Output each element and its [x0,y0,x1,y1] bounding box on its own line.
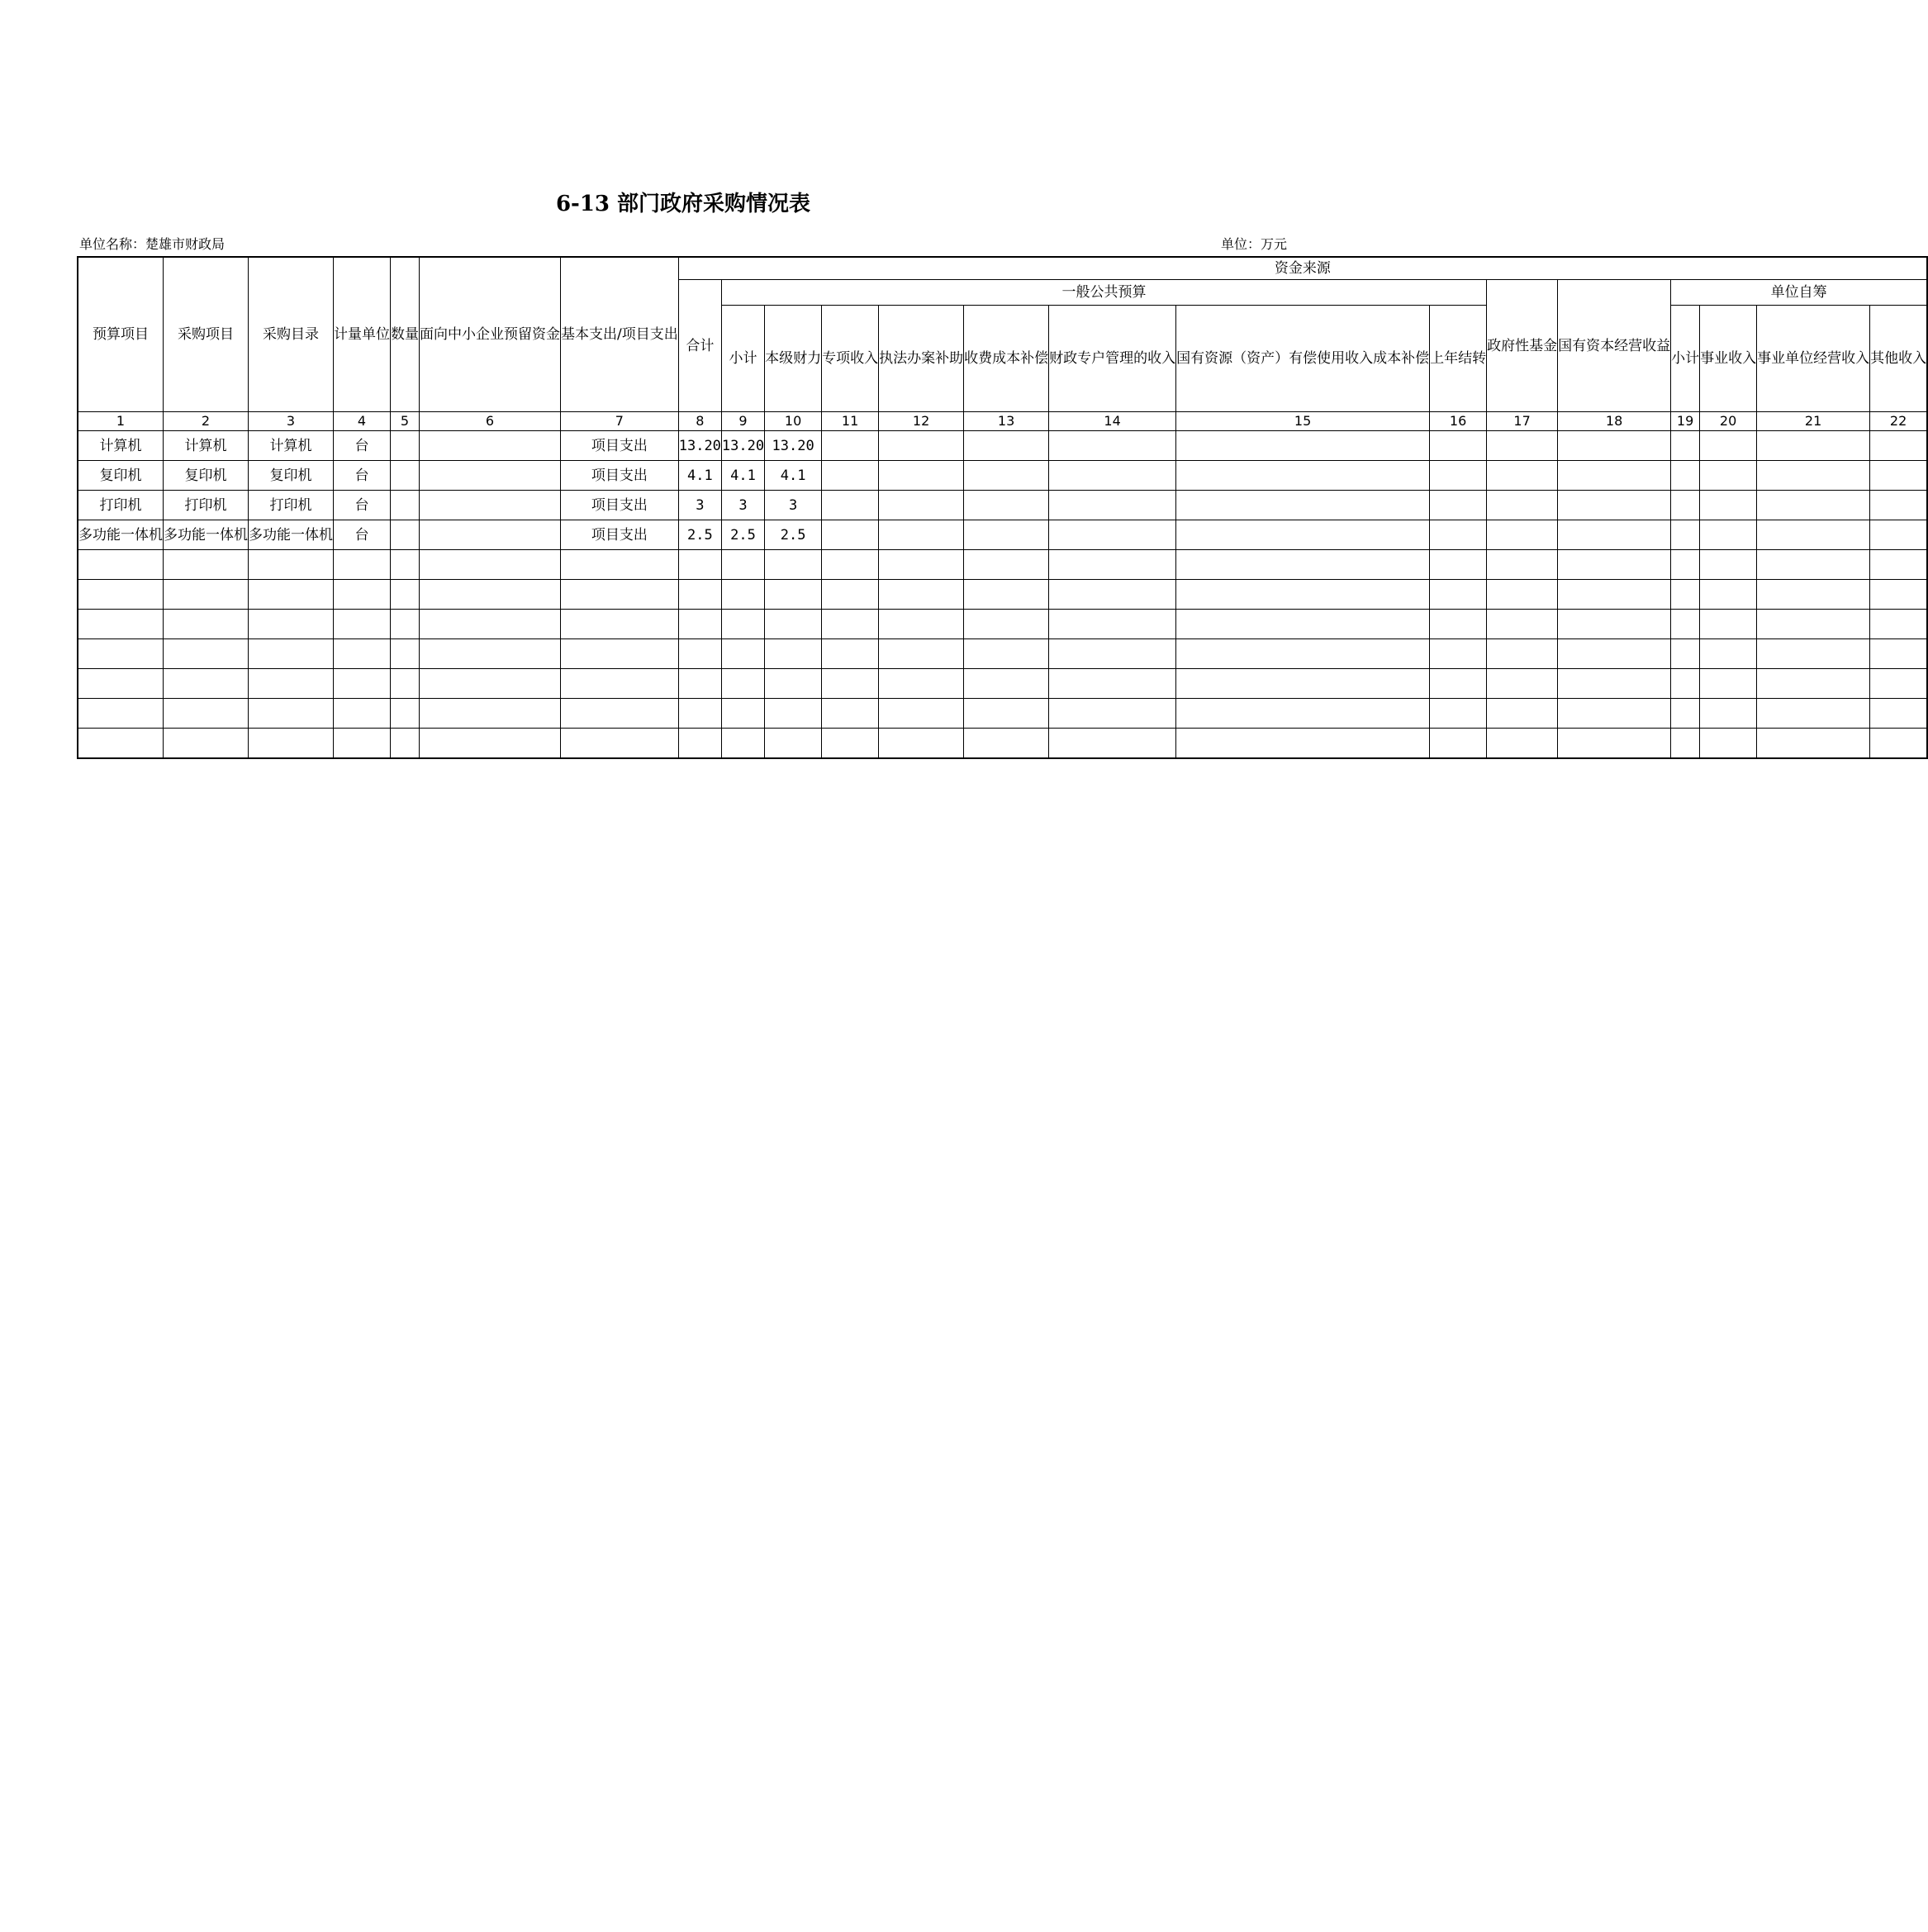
purchase-item-cell: 复印机 [164,461,249,491]
column-number: 3 [249,412,334,431]
column-number: 14 [1049,412,1176,431]
expense-type-cell: 项目支出 [561,520,679,550]
col-gov-fund-header: 政府性基金 [1487,280,1558,412]
unit-cell: 台 [334,491,391,520]
col-business-income-header: 事业收入 [1700,306,1757,412]
table-row [78,520,1927,550]
col-budget-item-header: 预算项目 [78,257,164,412]
column-number: 9 [721,412,764,431]
column-number: 12 [879,412,964,431]
col-state-capital-header: 国有资本经营收益 [1558,280,1671,412]
total-cell: 2.5 [678,520,721,550]
empty-row [78,639,1927,669]
budget-item-cell: 打印机 [78,491,164,520]
purchase-item-cell: 计算机 [164,431,249,461]
col-total-header: 合计 [678,280,721,412]
column-number: 10 [765,412,822,431]
column-number: 1 [78,412,164,431]
empty-row [78,610,1927,639]
table-row [78,491,1927,520]
col-purchase-item-header: 采购项目 [164,257,249,412]
expense-type-cell: 项目支出 [561,431,679,461]
col-local-finance-header: 本级财力 [765,306,822,412]
col-fee-compensation-header: 收费成本补偿 [964,306,1049,412]
column-number: 2 [164,412,249,431]
budget-item-cell: 计算机 [78,431,164,461]
col-catalog-header: 采购目录 [249,257,334,412]
column-number-row [78,412,1927,431]
col-measure-unit-header: 计量单位 [334,257,391,412]
column-number: 11 [822,412,879,431]
column-number: 17 [1487,412,1558,431]
col-self-subtotal-header: 小计 [1671,306,1700,412]
total-cell: 3 [678,491,721,520]
column-number: 22 [1870,412,1928,431]
column-number: 16 [1430,412,1487,431]
catalog-cell: 多功能一体机 [249,520,334,550]
subtotal-cell: 3 [721,491,764,520]
column-number: 19 [1671,412,1700,431]
fund-source-header: 资金来源 [678,257,1927,280]
column-number: 21 [1757,412,1870,431]
col-other-income-header: 其他收入 [1870,306,1928,412]
column-number: 18 [1558,412,1671,431]
self-raised-header: 单位自筹 [1671,280,1928,306]
col-sme-reserve-header: 面向中小企业预留资金 [420,257,561,412]
col-law-subsidy-header: 执法办案补助 [879,306,964,412]
column-number: 20 [1700,412,1757,431]
unit-label: 单位：万元 [1220,236,1287,252]
column-number: 13 [964,412,1049,431]
empty-row [78,580,1927,610]
local-finance-cell: 3 [765,491,822,520]
purchase-item-cell: 多功能一体机 [164,520,249,550]
column-number: 15 [1176,412,1430,431]
col-fiscal-account-header: 财政专户管理的收入 [1049,306,1176,412]
local-finance-cell: 13.20 [765,431,822,461]
total-cell: 4.1 [678,461,721,491]
procurement-table [77,256,1928,759]
empty-row [78,550,1927,580]
col-operating-income-header: 事业单位经营收入 [1757,306,1870,412]
org-name-label: 单位名称：楚雄市财政局 [79,236,226,252]
subtotal-cell: 13.20 [721,431,764,461]
catalog-cell: 复印机 [249,461,334,491]
column-number: 5 [391,412,420,431]
purchase-item-cell: 打印机 [164,491,249,520]
column-number: 7 [561,412,679,431]
table-row [78,431,1927,461]
header-row-1 [78,257,1927,280]
expense-type-cell: 项目支出 [561,461,679,491]
unit-cell: 台 [334,520,391,550]
column-number: 8 [678,412,721,431]
col-carryover-header: 上年结转 [1430,306,1487,412]
col-quantity-header: 数量 [391,257,420,412]
col-special-income-header: 专项收入 [822,306,879,412]
subtotal-cell: 2.5 [721,520,764,550]
unit-cell: 台 [334,431,391,461]
empty-row [78,699,1927,729]
general-budget-header: 一般公共预算 [721,280,1486,306]
expense-type-cell: 项目支出 [561,491,679,520]
empty-row [78,669,1927,699]
catalog-cell: 计算机 [249,431,334,461]
local-finance-cell: 2.5 [765,520,822,550]
column-number: 4 [334,412,391,431]
unit-cell: 台 [334,461,391,491]
budget-item-cell: 多功能一体机 [78,520,164,550]
col-state-asset-header: 国有资源（资产）有偿使用收入成本补偿 [1176,306,1430,412]
budget-item-cell: 复印机 [78,461,164,491]
catalog-cell: 打印机 [249,491,334,520]
col-expense-type-header: 基本支出/项目支出 [561,257,679,412]
empty-row [78,729,1927,759]
local-finance-cell: 4.1 [765,461,822,491]
total-cell: 13.20 [678,431,721,461]
page-title: 6-13 部门政府采购情况表 [555,192,811,216]
table-row [78,461,1927,491]
subtotal-cell: 4.1 [721,461,764,491]
column-number: 6 [420,412,561,431]
col-subtotal-header: 小计 [721,306,764,412]
